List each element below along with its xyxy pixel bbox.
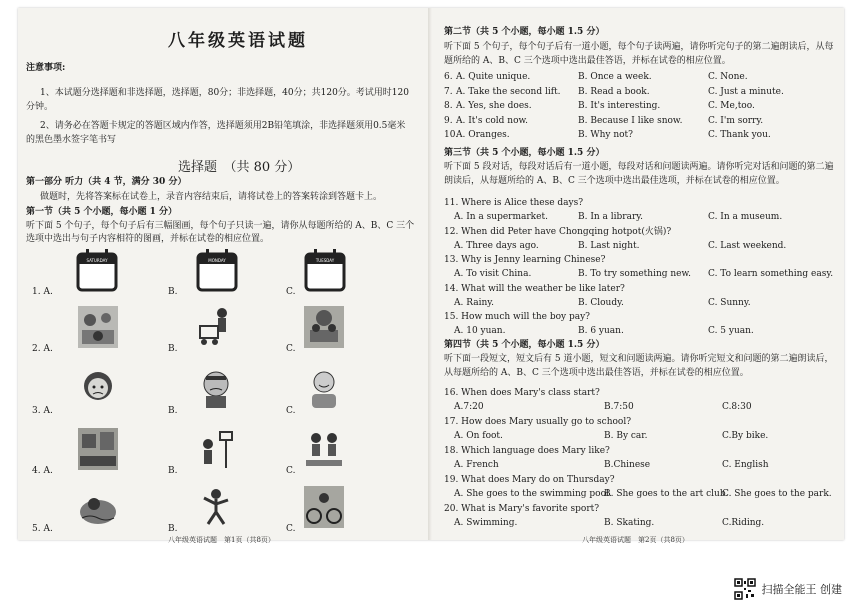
option-c: C. English xyxy=(722,460,769,470)
q3-a-label: 3. A. xyxy=(32,406,53,416)
option-a: A. She goes to the swimming pool. xyxy=(454,489,612,499)
q1-c-label: C. xyxy=(286,287,296,297)
option-b: B. Why not? xyxy=(578,130,633,140)
option-a: A. It's cold now. xyxy=(456,115,529,126)
option-a: A. Yes, she does. xyxy=(456,101,532,111)
q1-b-label: B. xyxy=(168,287,178,297)
notice-2: 2、请务必在答题卡规定的答题区域内作答，选择题须用2B铅笔填涂，非选择题须用0.5毫米 xyxy=(40,121,406,131)
exam-title: 八年级英语试题 xyxy=(168,31,308,51)
angry-boy-picture-icon xyxy=(196,368,236,410)
option-c: C. None. xyxy=(708,72,748,82)
street-scene-picture-icon xyxy=(78,428,118,470)
right-page-footer: 八年级英语试题 第2页（共8页） xyxy=(582,536,689,544)
question-text: 11. Where is Alice these days? xyxy=(444,198,584,208)
notice-1-cont: 分钟。 xyxy=(26,102,54,112)
watermark-text: 扫描全能王 创建 xyxy=(761,583,842,596)
option-a: A. Quite unique. xyxy=(456,72,531,82)
option-c: C. To learn something easy. xyxy=(708,269,834,279)
notice-heading: 注意事项: xyxy=(26,63,66,73)
section4-desc-1: 听下面一段短文，短文后有 5 道小题，短文和问题读两遍。请你听完短文和问题的第二遍朗读后， xyxy=(444,354,834,364)
option-a: A. Swimming. xyxy=(454,518,518,528)
section2-desc-1: 听下面 5 个句子，每个句子后有一道小题，每个句子读两遍，请你听完句子的第二遍朗读后，从每 xyxy=(444,42,834,52)
option-b: B. Skating. xyxy=(604,518,655,528)
question-text: 16. When does Mary's class start? xyxy=(444,388,600,398)
scanner-watermark xyxy=(734,578,843,600)
q2-b-label: B. xyxy=(168,344,178,354)
option-a: A. French xyxy=(454,460,499,470)
basketball-picture-icon xyxy=(196,428,236,470)
happy-child-picture-icon xyxy=(304,368,344,410)
q5-a-label: 5. A. xyxy=(32,524,53,534)
section3-desc-1: 听下面 5 段对话，每段对话后有一道小题，每段对话和问题读两遍。请你听完对话和问题的第二遍 xyxy=(444,162,834,172)
option-c: C.Riding. xyxy=(722,518,765,528)
calendar-saturday-icon xyxy=(76,248,118,292)
part1-desc: 做题时，先将答案标在试卷上，录音内容结束后，请将试卷上的答案转涂到答题卡上。 xyxy=(40,192,383,202)
option-b: B. Because I like snow. xyxy=(578,115,683,126)
calendar-label-tuesday: TUESDAY xyxy=(315,258,335,263)
choice-header: 选择题 （共 80 分） xyxy=(178,160,301,175)
q3-c-label: C. xyxy=(286,406,296,416)
question-number: 7. xyxy=(444,86,453,97)
option-a: A. In a supermarket. xyxy=(454,212,548,222)
question-number: 9. xyxy=(444,115,453,126)
option-a: A. To visit China. xyxy=(454,269,532,279)
option-a: A. Rainy. xyxy=(454,297,494,308)
sad-girl-picture-icon xyxy=(78,368,118,410)
section4-heading: 第四节（共 5 个小题，每小题 1.5 分） xyxy=(444,340,605,350)
q5-b-label: B. xyxy=(168,524,178,534)
q4-c-label: C. xyxy=(286,466,296,476)
section2-heading: 第二节（共 5 个小题，每小题 1.5 分） xyxy=(444,27,605,37)
q1-a-label: 1. A. xyxy=(32,287,53,297)
option-c: C.By bike. xyxy=(722,431,769,441)
section1-heading: 第一节（共 5 个小题，每小题 1 分） xyxy=(26,207,178,217)
page-right xyxy=(432,8,844,544)
option-c: C. Thank you. xyxy=(708,130,771,140)
people-park-picture-icon xyxy=(78,306,118,348)
q2-c-label: C. xyxy=(286,344,296,354)
option-b: B.7:50 xyxy=(604,402,634,412)
section4-desc-2: 从每题所给的 A、B、C 三个选项中选出最佳答语，并标在试卷的相应位置。 xyxy=(444,368,749,378)
riding-picture-icon xyxy=(304,486,344,528)
family-picnic-picture-icon xyxy=(304,306,344,348)
option-c: C. I'm sorry. xyxy=(708,115,764,126)
page-left xyxy=(18,8,428,544)
q4-a-label: 4. A. xyxy=(32,466,53,476)
section3-desc-2: 朗读后，从每题所给的 A、B、C 三个选项中选出最佳选项，并标在试卷的相应位置。 xyxy=(444,176,785,186)
q2-a-label: 2. A. xyxy=(32,344,53,354)
question-text: 13. Why is Jenny learning Chinese? xyxy=(444,255,606,265)
skating-picture-icon xyxy=(196,486,236,528)
section2-desc-2: 题所给的 A、B、C 三个选项中选出最佳答语，并标在试卷的相应位置。 xyxy=(444,56,731,66)
option-a: A.7:20 xyxy=(454,402,484,412)
q4-b-label: B. xyxy=(168,466,178,476)
exam-paper xyxy=(18,8,844,544)
option-c: C. Me,too. xyxy=(708,101,755,111)
notice-2-cont: 的黑色墨水签字笔书写 xyxy=(26,135,117,145)
section1-desc-2: 选项中选出与句子内容相符的图画，并标在试卷的相应位置。 xyxy=(26,234,270,244)
question-text: 12. When did Peter have Chongqing hotpot(火锅)? xyxy=(444,226,672,237)
option-b: B. She goes to the art club. xyxy=(604,489,729,499)
shopping-cart-picture-icon xyxy=(196,306,236,348)
option-c: C. 5 yuan. xyxy=(708,326,754,336)
section1-desc-1: 听下面 5 个句子，每个句子后有三幅图画，每个句子只读一遍，请你从每题所给的 A、B、C 三个 xyxy=(26,221,415,231)
option-b: B. By car. xyxy=(604,431,648,441)
option-c: C. In a museum. xyxy=(708,212,783,222)
option-b: B.Chinese xyxy=(604,460,651,470)
option-a: A. 10 yuan. xyxy=(454,326,506,336)
option-b: B. To try something new. xyxy=(578,269,692,279)
question-text: 19. What does Mary do on Thursday? xyxy=(444,475,615,485)
question-text: 18. Which language does Mary like? xyxy=(444,446,610,456)
option-b: B. In a library. xyxy=(578,212,644,222)
kids-playing-picture-icon xyxy=(304,428,344,470)
calendar-label-monday: MONDAY xyxy=(208,258,226,263)
calendar-label-saturday: SATURDAY xyxy=(86,258,108,263)
question-text: 17. How does Mary usually go to school? xyxy=(444,417,632,427)
swimming-picture-icon xyxy=(78,486,118,528)
q3-b-label: B. xyxy=(168,406,178,416)
question-text: 14. What will the weather be like later? xyxy=(444,283,625,294)
option-c: C. Sunny. xyxy=(708,297,751,308)
notice-1: 1、本试题分选择题和非选择题，选择题，80分；非选择题，40分；共120分。考试用时120 xyxy=(40,88,409,98)
option-b: B. Once a week. xyxy=(578,72,652,82)
option-c: C. Just a minute. xyxy=(708,86,784,97)
calendar-tuesday-icon xyxy=(304,248,346,292)
option-b: B. Cloudy. xyxy=(578,297,624,308)
option-b: B. It's interesting. xyxy=(578,101,661,111)
left-page-footer: 八年级英语试题 第1页（共8页） xyxy=(168,536,275,544)
option-b: B. Last night. xyxy=(578,240,640,251)
option-c: C.8:30 xyxy=(722,402,752,412)
option-b: B. Read a book. xyxy=(578,86,650,97)
option-a: A. Oranges. xyxy=(456,130,510,140)
part1-heading: 第一部分 听力（共 4 节，满分 30 分） xyxy=(26,177,187,187)
question-number: 6. xyxy=(444,72,453,82)
option-a: A. Three days ago. xyxy=(454,240,539,251)
option-b: B. 6 yuan. xyxy=(578,326,624,336)
question-text: 20. What is Mary's favorite sport? xyxy=(444,504,600,514)
section3-heading: 第三节（共 5 个小题，每小题 1.5 分） xyxy=(444,148,605,158)
question-number: 8. xyxy=(444,101,453,111)
question-text: 15. How much will the boy pay? xyxy=(444,312,590,322)
option-a: A. Take the second lift. xyxy=(456,86,561,97)
calendar-monday-icon xyxy=(196,248,238,292)
option-c: C. She goes to the park. xyxy=(722,489,832,499)
option-a: A. On foot. xyxy=(454,431,503,441)
question-number: 10. xyxy=(444,130,459,140)
qr-code-icon xyxy=(734,578,756,600)
option-c: C. Last weekend. xyxy=(708,240,787,251)
q5-c-label: C. xyxy=(286,524,296,534)
